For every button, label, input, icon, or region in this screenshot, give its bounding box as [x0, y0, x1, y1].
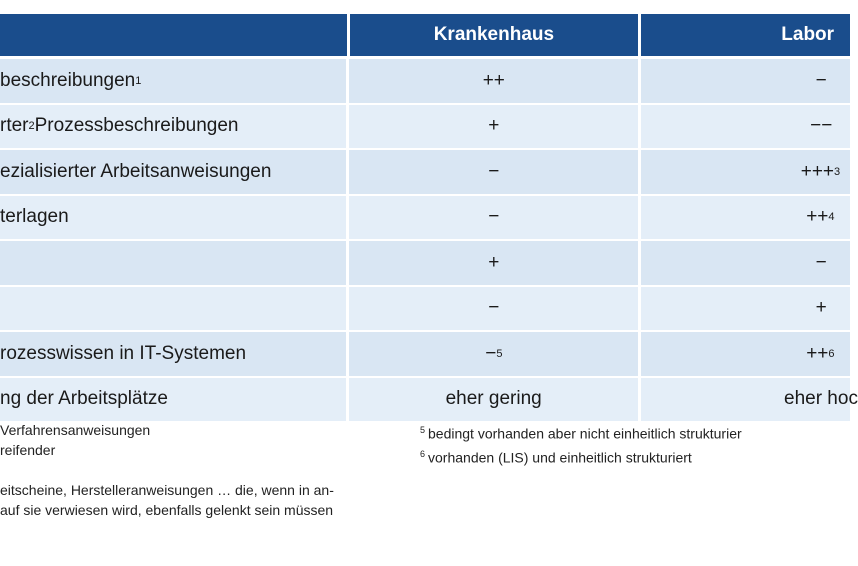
labor-value	[641, 287, 850, 331]
footnote-number: 6	[420, 448, 426, 459]
row-label-text: ng der Arbeitsplätze	[0, 388, 168, 410]
krankenhaus-value	[349, 241, 638, 285]
labor-value-text: ++	[806, 342, 829, 364]
row-label-text-rest: Prozessbeschreibungen	[34, 115, 239, 137]
labor-value: ++ 4	[641, 196, 850, 240]
krankenhaus-value-text: −	[485, 342, 497, 364]
labor-value: ++ 6	[641, 332, 850, 376]
krankenhaus-value	[349, 59, 638, 103]
header-labor: Labor	[641, 14, 850, 56]
row-label-text: rter	[0, 115, 29, 137]
table-row	[0, 287, 850, 331]
labor-value-text: eher hoc	[784, 388, 858, 410]
header-krankenhaus: Krankenhaus	[350, 14, 639, 56]
krankenhaus-value	[349, 378, 638, 422]
labor-value-text: +	[815, 297, 827, 319]
row-label	[0, 378, 346, 422]
row-label	[0, 196, 346, 240]
row-label	[0, 287, 346, 331]
labor-value-text: −	[815, 69, 827, 91]
row-label-text: beschreibungen	[0, 69, 136, 91]
row-label-text: ezialisierter Arbeitsanweisungen	[0, 160, 272, 182]
krankenhaus-value-text: +	[488, 251, 500, 273]
footnotes-right	[420, 420, 850, 467]
footnote-text: auf sie verwiesen wird, ebenfalls gelenkt sein müssen	[0, 502, 334, 518]
krankenhaus-value	[349, 105, 638, 149]
labor-value	[641, 59, 850, 103]
krankenhaus-value: − 5	[349, 332, 638, 376]
table-row	[0, 196, 850, 240]
table-row	[0, 241, 850, 285]
footnotes-left	[0, 420, 420, 520]
labor-value-text: −−	[810, 115, 833, 137]
table-row	[0, 332, 850, 376]
comparison-table	[0, 14, 858, 423]
krankenhaus-value-text: −	[488, 206, 500, 228]
table-row	[0, 105, 850, 149]
footnote-number: 5	[420, 425, 426, 435]
krankenhaus-value	[349, 150, 638, 194]
row-label: beschreibungen 1	[0, 59, 346, 103]
krankenhaus-value-text: ++	[482, 69, 505, 91]
krankenhaus-value	[349, 196, 638, 240]
krankenhaus-value-text: −	[488, 297, 500, 319]
table-header	[0, 14, 850, 56]
labor-value: +++ 3	[641, 150, 850, 194]
table-row	[0, 59, 850, 103]
row-label-text: terlagen	[0, 206, 69, 228]
footnote-text: vorhanden (LIS) und einheitlich strukturiert	[428, 449, 692, 466]
footnote-item	[420, 444, 850, 468]
row-label	[0, 332, 346, 376]
row-label	[0, 150, 346, 194]
footnote-text	[0, 460, 420, 480]
row-label	[0, 241, 346, 285]
krankenhaus-value-text: −	[488, 160, 500, 182]
row-label: rter 2 Prozessbeschreibungen	[0, 105, 346, 149]
footnote-item	[420, 420, 850, 444]
labor-value	[641, 105, 850, 149]
krankenhaus-value-text: eher gering	[445, 388, 542, 410]
header-cell-blank	[0, 14, 347, 56]
krankenhaus-value-text: +	[488, 115, 500, 137]
footnote-text: reifender	[0, 442, 56, 458]
footnote-text: Verfahrensanweisungen	[0, 422, 151, 438]
footnote-text: bedingt vorhanden aber nicht einheitlich strukturier	[428, 425, 742, 442]
krankenhaus-value	[349, 287, 638, 331]
row-label-text: rozesswissen in IT-Systemen	[0, 342, 247, 364]
footnote-text: eitscheine, Herstelleranweisungen … die, wenn in an-	[0, 482, 334, 498]
labor-value-text: −	[815, 251, 827, 273]
table-row	[0, 150, 850, 194]
labor-value	[641, 378, 858, 422]
labor-value-text: ++	[806, 206, 829, 228]
table-row	[0, 378, 858, 422]
labor-value	[641, 241, 850, 285]
labor-value-text: +++	[800, 160, 835, 182]
